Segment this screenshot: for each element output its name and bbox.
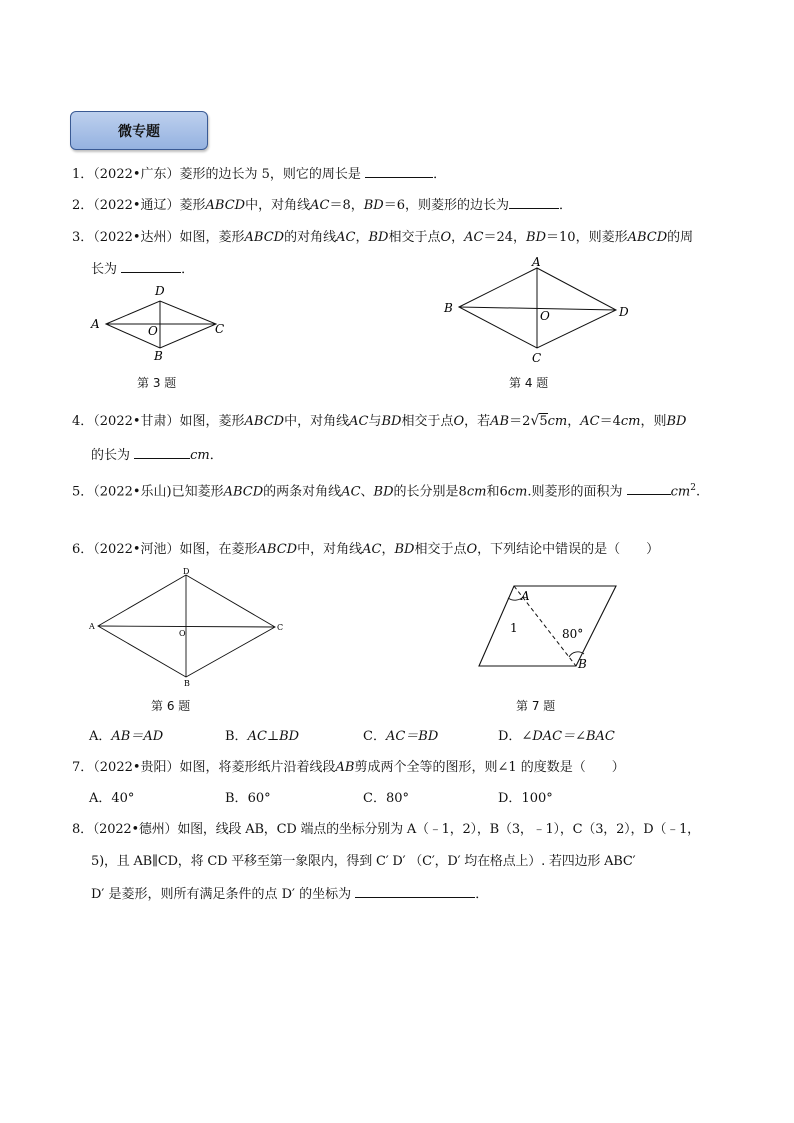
figure-6-rhombus bbox=[88, 566, 290, 686]
q5-and: 和 bbox=[486, 484, 500, 500]
q4-t2: 中，对角线 bbox=[284, 414, 350, 429]
question-6 bbox=[72, 541, 659, 559]
q2-eq2: ＝6，则菱形的边长为 bbox=[383, 198, 509, 213]
q3-bd2: BD bbox=[526, 230, 547, 245]
q3-bd: BD bbox=[368, 230, 389, 245]
figure-6-caption: 第 6 题 bbox=[151, 699, 191, 713]
q4-with: 与 bbox=[368, 414, 382, 429]
q5-t2: 的两条对角线 bbox=[263, 484, 342, 500]
q7-option-a-label: A． bbox=[89, 791, 112, 806]
fig4-label-o: O bbox=[540, 309, 550, 323]
q4-ac: AC bbox=[349, 414, 369, 429]
figure-7-rhombus-cut bbox=[472, 580, 632, 676]
q4-cm2: cm bbox=[620, 414, 641, 429]
q6-option-a-label: A． bbox=[89, 729, 112, 744]
fig6-label-a: A bbox=[89, 622, 95, 631]
section-title-badge bbox=[70, 111, 208, 150]
fig7-label-angle-1: 1 bbox=[510, 621, 518, 635]
q1-answer-blank[interactable] bbox=[365, 165, 433, 178]
question-8-line-1: 8．（2022•德州）如图，线段 AB，CD 端点的坐标分别为 A（﹣1，2），B（3，﹣1），C（3，2），D（﹣1， bbox=[72, 822, 700, 837]
q3-answer-blank[interactable] bbox=[121, 260, 181, 273]
q3-t1: 3．（2022•达州）如图，菱形 bbox=[72, 230, 245, 245]
q2-text: 2．（2022•通辽）菱形 bbox=[72, 198, 206, 213]
fig3-label-a: A bbox=[91, 317, 100, 331]
q6-ac: AC bbox=[362, 542, 382, 557]
q7-option-a[interactable] bbox=[89, 790, 134, 808]
q1-suffix: ． bbox=[433, 167, 447, 182]
q2-suffix: ． bbox=[559, 198, 573, 213]
q4-comma: ， bbox=[567, 414, 581, 429]
q4-ab: AB bbox=[490, 414, 510, 429]
q7-option-c-text: 80° bbox=[385, 791, 409, 806]
q6-option-c[interactable] bbox=[363, 728, 438, 746]
fig6-label-d: D bbox=[183, 567, 190, 576]
q7-option-d-label: D． bbox=[498, 791, 522, 806]
q6-o: O bbox=[466, 542, 478, 557]
section-title: 微专题 bbox=[118, 123, 160, 140]
q6-option-a[interactable] bbox=[89, 728, 163, 746]
q6-option-c-label: C． bbox=[363, 729, 386, 744]
q5-sep: 、 bbox=[360, 484, 374, 500]
q4-bd: BD bbox=[381, 414, 402, 429]
q6-option-d-text: ∠DAC＝∠BAC bbox=[521, 729, 615, 744]
q5-answer-blank[interactable] bbox=[627, 482, 671, 495]
q4-sqrt-radicand: 5 bbox=[539, 414, 548, 429]
q6-t2: 中，对角线 bbox=[297, 542, 363, 557]
fig4-label-b: B bbox=[444, 301, 453, 315]
fig6-label-c: C bbox=[277, 623, 284, 632]
q6-option-a-text: AB＝AD bbox=[111, 729, 164, 744]
q5-t1: 5．（2022•乐山)已知菱形 bbox=[72, 484, 224, 500]
q3-ac: AC bbox=[336, 230, 356, 245]
fig3-label-o: O bbox=[148, 324, 158, 338]
q5-ac: AC bbox=[341, 484, 361, 500]
q6-option-d-label: D． bbox=[498, 729, 522, 744]
figure-4-rhombus bbox=[440, 254, 640, 366]
q3-abcd: ABCD bbox=[244, 230, 285, 245]
fig7-label-a: A bbox=[521, 589, 530, 603]
fig3-label-c: C bbox=[215, 322, 225, 336]
fig6-label-b: B bbox=[184, 679, 190, 688]
q5-bd: BD bbox=[373, 484, 394, 500]
q7-option-d-text: 100° bbox=[521, 791, 553, 806]
q7-t1: 7．（2022•贵阳）如图，将菱形纸片沿着线段 bbox=[72, 760, 336, 775]
q6-option-b-label: B． bbox=[225, 729, 248, 744]
q3-comma: ， bbox=[355, 230, 369, 245]
q5-v2: 6 bbox=[499, 484, 508, 500]
question-7 bbox=[72, 759, 625, 777]
q3-t2: 的对角线 bbox=[284, 230, 337, 245]
figure-4-caption: 第 4 题 bbox=[509, 376, 549, 390]
q7-option-c[interactable] bbox=[363, 790, 409, 808]
fig7-label-b: B bbox=[578, 657, 587, 671]
q6-option-b-text: AC⊥BD bbox=[247, 729, 300, 744]
question-3-line-1 bbox=[72, 229, 693, 247]
q5-suffix: . bbox=[695, 484, 701, 500]
q4-t5: ，则 bbox=[640, 414, 667, 429]
q6-option-b[interactable] bbox=[225, 728, 299, 746]
q6-comma: ， bbox=[381, 542, 395, 557]
q5-t4: .则菱形的面积为 bbox=[527, 484, 623, 500]
fig6-diagonal-ac bbox=[98, 626, 275, 627]
q7-option-d[interactable] bbox=[498, 790, 553, 808]
question-1 bbox=[72, 165, 446, 184]
fig3-label-d: D bbox=[155, 284, 165, 298]
q8-t3: D′ 是菱形，则所有满足条件的点 D′ 的坐标为 bbox=[91, 887, 352, 902]
q5-unit: cm bbox=[670, 484, 691, 500]
q7-ab: AB bbox=[335, 760, 355, 775]
question-3-line-2 bbox=[91, 260, 194, 279]
q3-line2: 长为 bbox=[91, 262, 118, 277]
q5-abcd: ABCD bbox=[223, 484, 264, 500]
q2-eq1: ＝8， bbox=[329, 198, 364, 213]
q6-bd: BD bbox=[394, 542, 415, 557]
q6-t4: ，下列结论中错误的是（ ） bbox=[477, 542, 660, 557]
question-8-line-2: 5)，且 AB∥CD，将 CD 平移至第一象限内，得到 C′ D′ （C′，D′ 均在格点上）. 若四边形 ABC′ bbox=[91, 854, 636, 869]
fig6-label-o: O bbox=[179, 629, 186, 638]
fig7-rhombus-outline bbox=[479, 586, 616, 666]
q4-bd2: BD bbox=[666, 414, 687, 429]
q3-t5: 的周 bbox=[667, 230, 694, 245]
q4-t3: 相交于点 bbox=[401, 414, 454, 429]
q7-option-c-label: C． bbox=[363, 791, 386, 806]
q7-t2: 剪成两个全等的图形，则∠1 的度数是（ ） bbox=[354, 760, 625, 775]
q4-line2: 的长为 bbox=[91, 448, 131, 463]
q7-option-b-label: B． bbox=[225, 791, 248, 806]
q4-answer-blank[interactable] bbox=[134, 446, 190, 459]
q4-cm1: cm bbox=[547, 414, 568, 429]
q3-eq2: ＝10，则菱形 bbox=[546, 230, 628, 245]
question-4-line-2 bbox=[91, 446, 223, 465]
sqrt-sign-icon: √ bbox=[530, 413, 540, 429]
q5-cm2: cm bbox=[507, 484, 528, 500]
q6-t1: 6．（2022•河池）如图，在菱形 bbox=[72, 542, 258, 557]
q4-cm3: cm bbox=[190, 448, 210, 463]
q7-option-a-text: 40° bbox=[111, 791, 135, 806]
q3-t3: 相交于点 bbox=[388, 230, 441, 245]
q2-answer-blank[interactable] bbox=[509, 196, 559, 209]
q8-answer-blank[interactable] bbox=[355, 885, 475, 898]
fig4-label-d: D bbox=[619, 305, 629, 319]
question-8-line-3 bbox=[91, 885, 488, 904]
q6-option-d[interactable] bbox=[498, 728, 615, 746]
q7-option-b-text: 60° bbox=[247, 791, 271, 806]
q5-v1: 8 bbox=[458, 484, 467, 500]
q4-o: O bbox=[453, 414, 465, 429]
q2-abcd: ABCD bbox=[205, 198, 246, 213]
q3-eq1: ＝24， bbox=[483, 230, 527, 245]
figure-7-caption: 第 7 题 bbox=[516, 699, 556, 713]
q3-o: O bbox=[440, 230, 452, 245]
fig3-label-b: B bbox=[154, 349, 163, 363]
fig7-label-angle-80: 80° bbox=[562, 627, 584, 641]
q4-abcd: ABCD bbox=[244, 414, 285, 429]
q3-t4: ， bbox=[451, 230, 465, 245]
q6-option-c-text: AC＝BD bbox=[385, 729, 439, 744]
figure-3-caption: 第 3 题 bbox=[137, 376, 177, 390]
q5-cm1: cm bbox=[466, 484, 487, 500]
figure-3-rhombus bbox=[88, 282, 238, 372]
q5-unit-exponent: 2 bbox=[690, 483, 696, 493]
q3-suffix: ． bbox=[181, 262, 195, 277]
q6-abcd: ABCD bbox=[257, 542, 298, 557]
question-2 bbox=[72, 196, 572, 215]
q4-eq2: ＝4 bbox=[599, 414, 621, 429]
q3-ac2: AC bbox=[464, 230, 484, 245]
q2-ac: AC bbox=[310, 198, 330, 213]
q8-suffix: ． bbox=[475, 887, 489, 902]
q2-mid: 中，对角线 bbox=[245, 198, 311, 213]
q5-t3: 的长分别是 bbox=[393, 484, 459, 500]
q4-t4: ，若 bbox=[464, 414, 491, 429]
q2-bd: BD bbox=[363, 198, 384, 213]
q3-abcd2: ABCD bbox=[627, 230, 668, 245]
fig4-label-c: C bbox=[532, 351, 542, 365]
q4-ac2: AC bbox=[580, 414, 600, 429]
question-5 bbox=[72, 479, 700, 501]
q4-suffix: ． bbox=[209, 448, 223, 463]
q6-t3: 相交于点 bbox=[414, 542, 467, 557]
question-4-line-1 bbox=[72, 412, 686, 431]
q4-eq1: ＝2 bbox=[509, 414, 531, 429]
q1-text: 1．（2022•广东）菱形的边长为 5，则它的周长是 bbox=[72, 167, 361, 182]
q4-t1: 4．（2022•甘肃）如图，菱形 bbox=[72, 414, 245, 429]
q7-option-b[interactable] bbox=[225, 790, 271, 808]
fig4-label-a: A bbox=[532, 255, 541, 269]
